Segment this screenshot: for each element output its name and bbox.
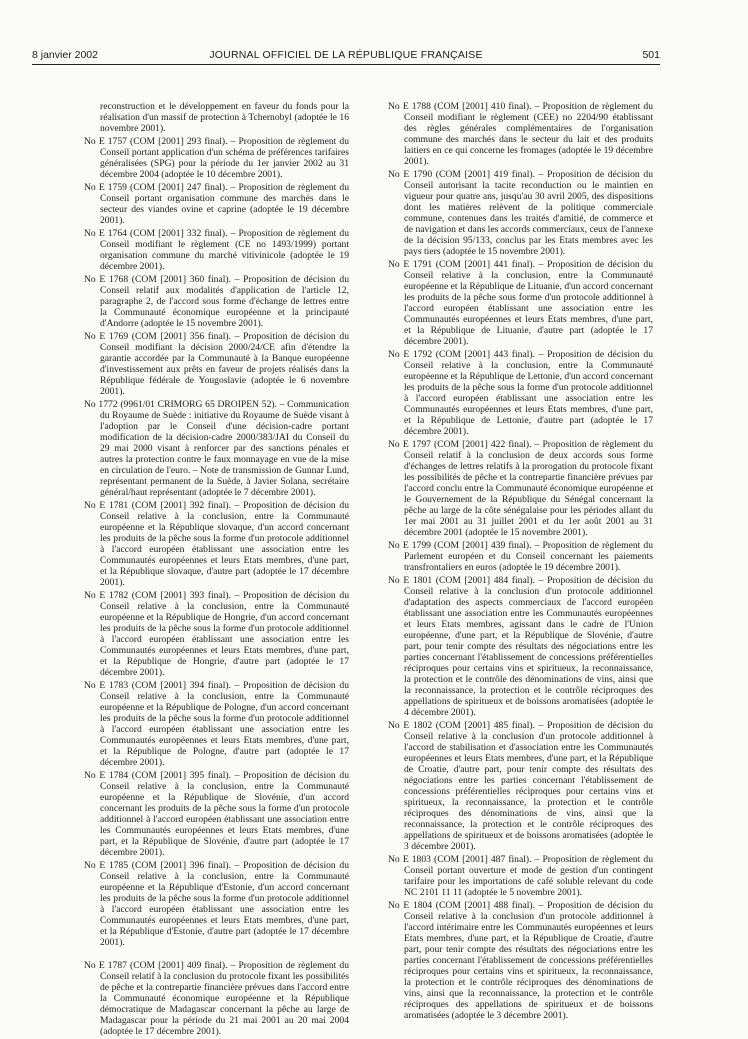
list-item: No E 1785 (COM [2001] 396 final). – Proposition de décision du Conseil relative à la conclusion, entre la Communauté européenne et la République d'Estonie, d'un accord concernant les produits de la pêche sous la forme d'un protocole additionnel à l'accord européen établissant une association entre les Communautés européennes et leurs Etats membres, d'une part, et la République d'Estonie, d'autre part (adoptée le 17 décembre 2001). [84, 860, 349, 948]
page-number: 501 [642, 49, 660, 61]
list-item: No E 1768 (COM [2001] 360 final). – Proposition de décision du Conseil relatif aux modalités d'application de l'article 12, paragraphe 2, de l'accord sous forme d'échange de lettres entre la Communauté économique européenne et la principauté d'Andorre (adoptée le 15 novembre 2001). [84, 274, 349, 329]
list-item: No E 1791 (COM [2001] 441 final). – Proposition de décision du Conseil relative à la conclusion, entre la Communauté européenne et la République de Lituanie, d'un accord concernant les produits de la pêche sous forme d'un protocole additionnel à l'accord européen établissant une association entre les Communautés européennes et leurs Etats membres, d'une part, et la République de Lituanie, d'autre part (adoptée le 17 décembre 2001). [388, 259, 653, 347]
list-item: No E 1764 (COM [2001] 332 final). – Proposition de règlement du Conseil modifiant le règlement (CE no 1493/1999) portant organisation commune du marché vitivinicole (adoptée le 19 décembre 2001). [84, 228, 349, 272]
list-item: No E 1784 (COM [2001] 395 final). – Proposition de décision du Conseil relative à la conclusion, entre la Communauté européenne et la République de Slovénie, d'un accord concernant les produits de la pêche sous la forme d'un protocole additionnel à l'accord européen établissant une association entre les Communautés européennes et leurs Etats membres, d'une part, et la République de Slovénie, d'autre part (adoptée le 17 décembre 2001). [84, 770, 349, 858]
list-item: No E 1783 (COM [2001] 394 final). – Proposition de décision du Conseil relative à la conclusion, entre la Communauté européenne et la République de Pologne, d'un accord concernant les produits de la pêche sous la forme d'un protocole additionnel à l'accord européen établissant une association entre les Communautés européennes et leurs Etats membres, d'une part, et la République de Pologne, d'autre part (adoptée le 17 décembre 2001). [84, 680, 349, 768]
list-item: No E 1781 (COM [2001] 392 final). – Proposition de décision du Conseil relative à la conclusion, entre la Communauté européenne et la République slovaque, d'un accord concernant les produits de la pêche sous la forme d'un protocole additionnel à l'accord européen établissant une association entre les Communautés européennes et leurs Etats membres, d'une part, et la République slovaque, d'autre part (adoptée le 17 décembre 2001). [84, 500, 349, 588]
page-header [32, 46, 660, 65]
list-item: No E 1757 (COM [2001] 293 final). – Proposition de règlement du Conseil portant application d'un schéma de préférences tarifaires généralisées (SPG) pour la période du 1er janvier 2002 au 31 décembre 2004 (adoptée le 10 décembre 2001). [84, 136, 349, 180]
list-item: No E 1801 (COM [2001] 484 final). – Proposition de décision du Conseil relative à la conclusion d'un protocole additionnel d'adaptation des aspects commerciaux de l'accord européen établissant une association entre les Communautés européennes et leurs Etats membres, agissant dans le cadre de l'Union européenne, d'une part, et la République de Slovénie, d'autre part, pour tenir compte des résultats des négociations entre les parties concernant l'établissement de concessions préférentielles réciproques pour certains vins et spiritueux, la reconnaissance, la protection et le contrôle des dénominations de vins, ainsi que la reconnaissance, la protection et le contrôle réciproques des appellations de spiritueux et de boissons aromatisées (adoptée le 4 décembre 2001). [388, 575, 653, 718]
list-item: No E 1802 (COM [2001] 485 final). – Proposition de décision du Conseil relative à la conclusion d'un protocole additionnel à l'accord de stabilisation et d'association entre les Communautés européennes et leurs Etats membres, d'une part, et la République de Croatie, d'autre part, pour tenir compte des résultats des négociations entre les parties concernant l'établissement de concessions préférentielles réciproques pour certains vins et spiritueux, la reconnaissance, la protection et le contrôle réciproques des dénominations de vins, ainsi que la reconnaissance, la protection et le contrôle réciproques des appellations de spiritueux et de boissons aromatisées (adoptée le 3 décembre 2001). [388, 720, 653, 852]
list-item: No E 1792 (COM [2001] 443 final). – Proposition de décision du Conseil relative à la conclusion, entre la Communauté européenne et la République de Lettonie, d'un accord concernant les produits de la pêche sous la forme d'un protocole additionnel à l'accord européen établissant une association entre les Communautés européennes et leurs Etats membres, d'une part, et la République de Lettonie, d'autre part (adoptée le 17 décembre 2001). [388, 349, 653, 437]
list-item: No E 1788 (COM [2001] 410 final). – Proposition de règlement du Conseil modifiant le règlement (CEE) no 2204/90 établissant des règles générales complémentaires de l'organisation commune des marchés dans le secteur du lait et des produits laitiers en ce qui concerne les fromages (adoptée le 19 décembre 2001). [388, 101, 653, 167]
list-item: No E 1787 (COM [2001] 409 final). – Proposition de règlement du Conseil relatif à la conclusion du protocole fixant les possibilités de pêche et la contrepartie financière prévues dans l'accord entre la Communauté économique européenne et la République démocratique de Madagascar concernant la pêche au large de Madagascar pour la période du 21 mai 2001 au 20 mai 2004 (adoptée le 17 décembre 2001). [84, 960, 349, 1037]
list-item: No E 1782 (COM [2001] 393 final). – Proposition de décision du Conseil relative à la conclusion, entre la Communauté européenne et la République de Hongrie, d'un accord concernant les produits de la pêche sous la forme d'un protocole additionnel à l'accord européen établissant une association entre les Communautés européennes et leurs Etats membres, d'une part, et la République de Hongrie, d'autre part (adoptée le 17 décembre 2001). [84, 590, 349, 678]
right-column [388, 101, 653, 1023]
list-item: No E 1797 (COM [2001] 422 final). – Proposition de règlement du Conseil relatif à la conclusion de deux accords sous forme d'échanges de lettres relatifs à la prorogation du protocole fixant les possibilités de pêche et la contrepartie financière prévues par l'accord conclu entre la Communauté économique européenne et le Gouvernement de la République du Sénégal concernant la pêche au large de la côte sénégalaise pour les périodes allant du 1er mai 2001 au 31 juillet 2001 et du 1er août 2001 au 31 décembre 2001 (adoptée le 15 novembre 2001). [388, 439, 653, 538]
list-item: No E 1803 (COM [2001] 487 final). – Proposition de règlement du Conseil portant ouverture et mode de gestion d'un contingent tarifaire pour les importations de café soluble relevant du code NC 2101 11 11 (adoptée le 5 novembre 2001). [388, 854, 653, 898]
list-item: No E 1790 (COM [2001] 419 final). – Proposition de décision du Conseil autorisant la tacite reconduction ou le maintien en vigueur pour quatre ans, jusqu'au 30 avril 2005, des dispositions dont les matières relèvent de la politique commerciale commune, contenues dans les traités d'amitié, de commerce et de navigation et dans les accords commerciaux, ceux de l'annexe de la décision 95/133, conclus par les Etats membres avec les pays tiers (adoptée le 15 novembre 2001). [388, 169, 653, 257]
list-item: reconstruction et le développement en faveur du fonds pour la réalisation d'un massif de protection à Tchernobyl (adoptée le 16 novembre 2001). [100, 101, 349, 134]
list-item: No E 1769 (COM [2001] 356 final). – Proposition de décision du Conseil modifiant la décision 2000/24/CE afin d'étendre la garantie accordée par la Communauté à la Banque européenne d'investissement aux prêts en faveur de projets réalisés dans la République fédérale de Yougoslavie (adoptée le 6 novembre 2001). [84, 331, 349, 397]
left-column [84, 101, 349, 1039]
header-title: JOURNAL OFFICIEL DE LA RÉPUBLIQUE FRANÇAISE [209, 49, 483, 61]
list-item: No E 1804 (COM [2001] 488 final). – Proposition de décision du Conseil relative à la conclusion d'un protocole additionnel à l'accord intérimaire entre les Communautés européennes et leurs Etats membres, d'une part, et la République de Croatie, d'autre part, pour tenir compte des résultats des négociations entre les parties concernant l'établissement de concessions préférentielles réciproques pour certains vins et spiritueux, la reconnaissance, la protection et le contrôle réciproques des dénominations de vins, ainsi que la reconnaissance, la protection et le contrôle réciproques des appellations de spiritueux et de boissons aromatisées (adoptée le 3 décembre 2001). [388, 900, 653, 1021]
header-date: 8 janvier 2002 [32, 49, 98, 61]
list-item: No 1772 (9961/01 CRIMORG 65 DROIPEN 52). – Communication du Royaume de Suède : initiative du Royaume de Suède visant à l'adoption par le Conseil d'une décision-cadre portant modification de la décision-cadre 2000/383/JAI du Conseil du 29 mai 2000 visant à renforcer par des sanctions pénales et autres la protection contre le faux monnayage en vue de la mise en circulation de l'euro. – Note de transmission de Gunnar Lund, représentant permanent de la Suède, à Javier Solana, secrétaire général/haut représentant (adoptée le 7 décembre 2001). [84, 399, 349, 498]
list-item: No E 1799 (COM [2001] 439 final). – Proposition de règlement du Parlement européen et du Conseil concernant les paiements transfrontaliers en euros (adoptée le 19 décembre 2001). [388, 540, 653, 573]
list-item: No E 1759 (COM [2001] 247 final). – Proposition de règlement du Conseil portant organisation commune des marchés dans le secteur des viandes ovine et caprine (adoptée le 19 décembre 2001). [84, 182, 349, 226]
